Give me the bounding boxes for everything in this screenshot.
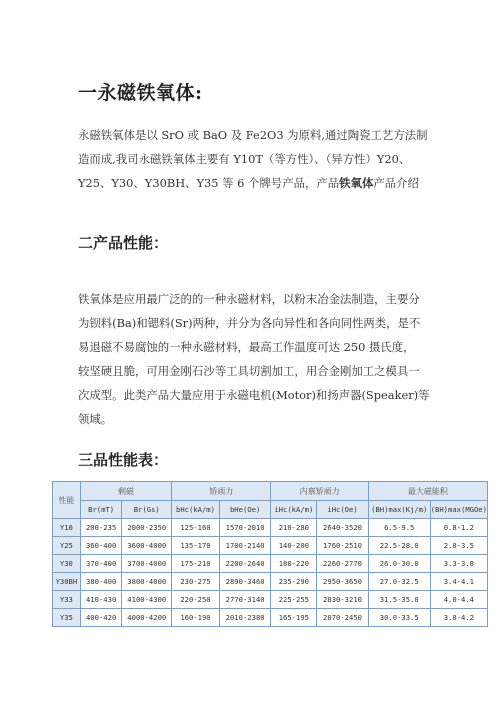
table-cell: 220-250	[172, 591, 220, 609]
table-row	[53, 555, 488, 573]
table-cell: 27.0-32.5	[368, 573, 430, 591]
grade-cell: Y25	[53, 537, 81, 555]
paragraph-line: 铁氧体是应用最广泛的的一种永磁材料，以粉末冶金法制造，主要分	[78, 292, 420, 306]
unit-header: (BH)max(MGOe)	[430, 501, 487, 519]
unit-header: bHe(Oe)	[219, 501, 271, 519]
table-cell: 2830-3210	[317, 591, 369, 609]
table-cell: 31.5-35.0	[368, 591, 430, 609]
table-cell: 2.8-3.5	[430, 537, 487, 555]
table-group-header-row	[53, 482, 488, 501]
paragraph-line: 领域。	[78, 412, 113, 426]
unit-header: Br(Gs)	[122, 501, 172, 519]
table-cell: 2000-2350	[122, 519, 172, 537]
table-cell: 3800-4000	[122, 573, 172, 591]
table-cell: 1700-2140	[219, 537, 271, 555]
grade-cell: Y33	[53, 591, 81, 609]
paragraph-line: 次成型。此类产品大量应用于永磁电机(Motor)和扬声器(Speaker)等	[78, 388, 430, 402]
table-cell: 175-210	[172, 555, 220, 573]
unit-header: iHc(Oe)	[317, 501, 369, 519]
table-cell: 2770-3140	[219, 591, 271, 609]
table-cell: 4000-4200	[122, 609, 172, 627]
table-cell: 380-400	[80, 573, 122, 591]
table-cell: 3.8-4.2	[430, 609, 487, 627]
group-header: 剩磁	[80, 482, 171, 501]
table-cell: 160-190	[172, 609, 220, 627]
table-row	[53, 519, 488, 537]
table-cell: 235-290	[271, 573, 317, 591]
grade-cell: Y30BH	[53, 573, 81, 591]
table-cell: 2890-3460	[219, 573, 271, 591]
table-row	[53, 537, 488, 555]
table-cell: 2070-2450	[317, 609, 369, 627]
table-cell: 225-255	[271, 591, 317, 609]
properties-table	[52, 481, 488, 627]
table-cell: 135-170	[172, 537, 220, 555]
grade-cell: Y30	[53, 555, 81, 573]
unit-header: iHc(kA/m)	[271, 501, 317, 519]
table-cell: 22.5-28.0	[368, 537, 430, 555]
unit-header: bHc(kA/m)	[172, 501, 220, 519]
section-heading-2: 二产品性能：	[78, 234, 169, 252]
line-text: Y25、Y30、Y30BH、Y35 等 6 个牌号产品，产品	[78, 176, 340, 190]
section-heading-1: 一永磁铁氧体:	[78, 82, 203, 104]
table-cell: 0.8-1.2	[430, 519, 487, 537]
table-row	[53, 573, 488, 591]
paragraph-line: 较坚硬且脆，可用金刚石沙等工具切割加工，用合金刚加工之模具一	[78, 364, 420, 378]
line-text: 产品介绍	[373, 176, 419, 190]
group-header: 内禀矫顽力	[271, 482, 368, 501]
unit-header: Br(mT)	[80, 501, 122, 519]
paragraph-line: 造而成,我司永磁铁氧体主要有 Y10T（等方性）、（异方性）Y20、	[78, 152, 411, 166]
grade-cell: Y35	[53, 609, 81, 627]
table-cell: 1570-2010	[219, 519, 271, 537]
table-row	[53, 609, 488, 627]
group-header: 矫顽力	[172, 482, 271, 501]
table-cell: 4100-4300	[122, 591, 172, 609]
table-cell: 2950-3650	[317, 573, 369, 591]
intro-paragraph	[78, 123, 434, 195]
table-cell: 410-430	[80, 591, 122, 609]
table-cell: 1760-2510	[317, 537, 369, 555]
table-cell: 165-195	[271, 609, 317, 627]
unit-header: (BH)max(Kj/m)	[368, 501, 430, 519]
table-cell: 3600-4000	[122, 537, 172, 555]
table-cell: 2200-2640	[219, 555, 271, 573]
table-cell: 210-280	[271, 519, 317, 537]
table-cell: 400-420	[80, 609, 122, 627]
table-cell: 125-160	[172, 519, 220, 537]
paragraph-line: 易退磁不易腐蚀的一种永磁材料，最高工作温度可达 250 摄氏度，	[78, 340, 415, 354]
table-cell: 3.4-4.1	[430, 573, 487, 591]
table-row	[53, 591, 488, 609]
table-body	[53, 519, 488, 627]
group-header: 最大磁能积	[368, 482, 487, 501]
table-cell: 6.5-9.5	[368, 519, 430, 537]
table-cell: 370-400	[80, 555, 122, 573]
table-cell: 180-220	[271, 555, 317, 573]
table-unit-header-row	[53, 501, 488, 519]
paragraph-line: 为钡料(Ba)和锶料(Sr)两种，并分为各向异性和各向同性两类，是不	[78, 316, 421, 330]
paragraph-line	[78, 171, 434, 195]
table-cell: 3.3-3.8	[430, 555, 487, 573]
table-cell: 30.0-33.5	[368, 609, 430, 627]
bold-keyword: 铁氧体	[339, 176, 374, 190]
table-cell: 230-275	[172, 573, 220, 591]
paragraph-line: 永磁铁氧体是以 SrO 或 BaO 及 Fe2O3 为原料,通过陶瓷工艺方法制	[78, 128, 428, 142]
performance-paragraph	[78, 287, 434, 431]
table-cell: 360-400	[80, 537, 122, 555]
table-cell: 200-235	[80, 519, 122, 537]
table-cell: 140-200	[271, 537, 317, 555]
section-heading-3: 三品性能表：	[78, 451, 169, 469]
table-cell: 26.0-30.0	[368, 555, 430, 573]
table-cell: 4.0-4.4	[430, 591, 487, 609]
table-cell: 2260-2770	[317, 555, 369, 573]
table-cell: 2640-3520	[317, 519, 369, 537]
row-label-header: 性能	[53, 482, 81, 519]
table-cell: 3700-4000	[122, 555, 172, 573]
grade-cell: Y10	[53, 519, 81, 537]
table-cell: 2010-2380	[219, 609, 271, 627]
